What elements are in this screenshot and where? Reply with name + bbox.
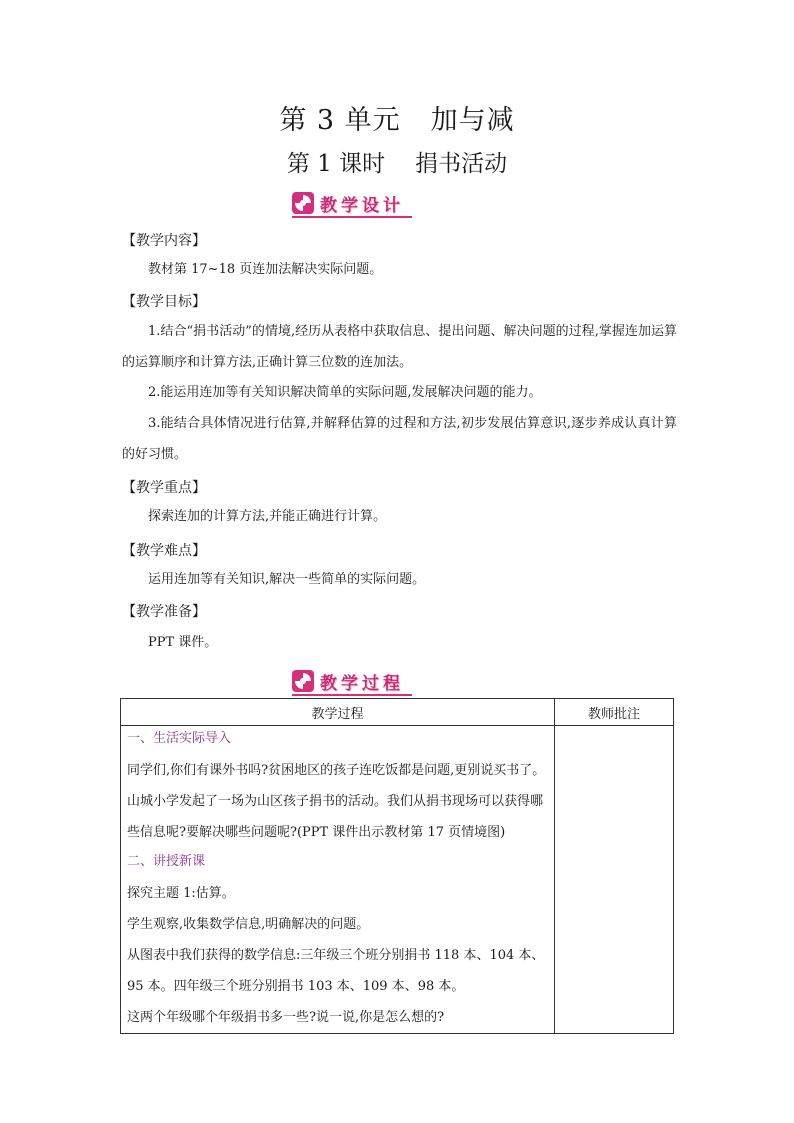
lesson-line: 这两个年级哪个年级捐书多一些?说一说,你是怎么想的? bbox=[127, 1010, 445, 1025]
header-teacher-notes: 教师批注 bbox=[555, 699, 674, 726]
content-heading: 【教学内容】 bbox=[122, 233, 206, 249]
content-text: 教材第 17~18 页连加法解决实际问题。 bbox=[148, 262, 383, 277]
goals-heading: 【教学目标】 bbox=[122, 294, 206, 310]
swirl-logo-icon bbox=[292, 670, 314, 692]
teacher-notes-cell bbox=[555, 726, 674, 1034]
lesson-line: 学生观察,收集数学信息,明确解决的问题。 bbox=[127, 917, 370, 932]
goal-item-1: 1.结合“捐书活动”的情境,经历从表格中获取信息、提出问题、解决问题的过程,掌握连加运算的运算顺序和计算方法,正确计算三位数的连加法。 bbox=[122, 324, 677, 370]
teaching-design-label: 教学设计 bbox=[320, 195, 404, 216]
teaching-process-table bbox=[120, 698, 674, 1034]
intro-text: 同学们,你们有课外书吗?贫困地区的孩子连吃饭都是问题,更别说买书了。山城小学发起了一场为山区孩子捐书的活动。我们从捐书现场可以获得哪些信息呢?要解决哪些问题呢?(PPT 课件出示教材第 17 页情境图) bbox=[127, 763, 546, 840]
preparation-text: PPT 课件。 bbox=[148, 635, 218, 650]
lesson-number: 第 1 课时 bbox=[286, 151, 386, 177]
goal-item-3: 3.能结合具体情况进行估算,并解释估算的过程和方法,初步发展估算意识,逐步养成认真计算的好习惯。 bbox=[122, 416, 677, 462]
header-process: 教学过程 bbox=[121, 699, 555, 726]
key-points-text: 探索连加的计算方法,并能正确进行计算。 bbox=[148, 509, 387, 524]
unit-title bbox=[0, 98, 794, 137]
section-heading-intro: 一、生活实际导入 bbox=[127, 731, 232, 746]
swirl-logo-icon bbox=[292, 192, 314, 214]
lesson-line: 探究主题 1:估算。 bbox=[127, 886, 235, 901]
key-points-heading: 【教学重点】 bbox=[122, 480, 206, 496]
preparation-heading: 【教学准备】 bbox=[122, 604, 206, 620]
teaching-process-label: 教学过程 bbox=[320, 673, 404, 694]
table-row bbox=[121, 726, 674, 1034]
lesson-name: 捐书活动 bbox=[415, 151, 508, 177]
section-heading-new-lesson: 二、讲授新课 bbox=[127, 854, 206, 869]
difficulties-heading: 【教学难点】 bbox=[122, 543, 206, 559]
process-cell bbox=[121, 726, 555, 1034]
table-header-row bbox=[121, 699, 674, 726]
teaching-design-banner bbox=[292, 190, 412, 218]
lesson-title bbox=[0, 145, 794, 178]
unit-number: 第 3 单元 bbox=[279, 105, 401, 136]
difficulties-text: 运用连加等有关知识,解决一些简单的实际问题。 bbox=[148, 572, 426, 587]
lesson-line: 从图表中我们获得的数学信息:三年级三个班分别捐书 118 本、104 本、95 本。四年级三个班分别捐书 103 本、109 本、98 本。 bbox=[127, 948, 545, 994]
teaching-process-banner bbox=[292, 668, 412, 696]
goal-item-2: 2.能运用连加等有关知识解决简单的实际问题,发展解决问题的能力。 bbox=[148, 385, 542, 400]
unit-name: 加与减 bbox=[430, 105, 515, 136]
